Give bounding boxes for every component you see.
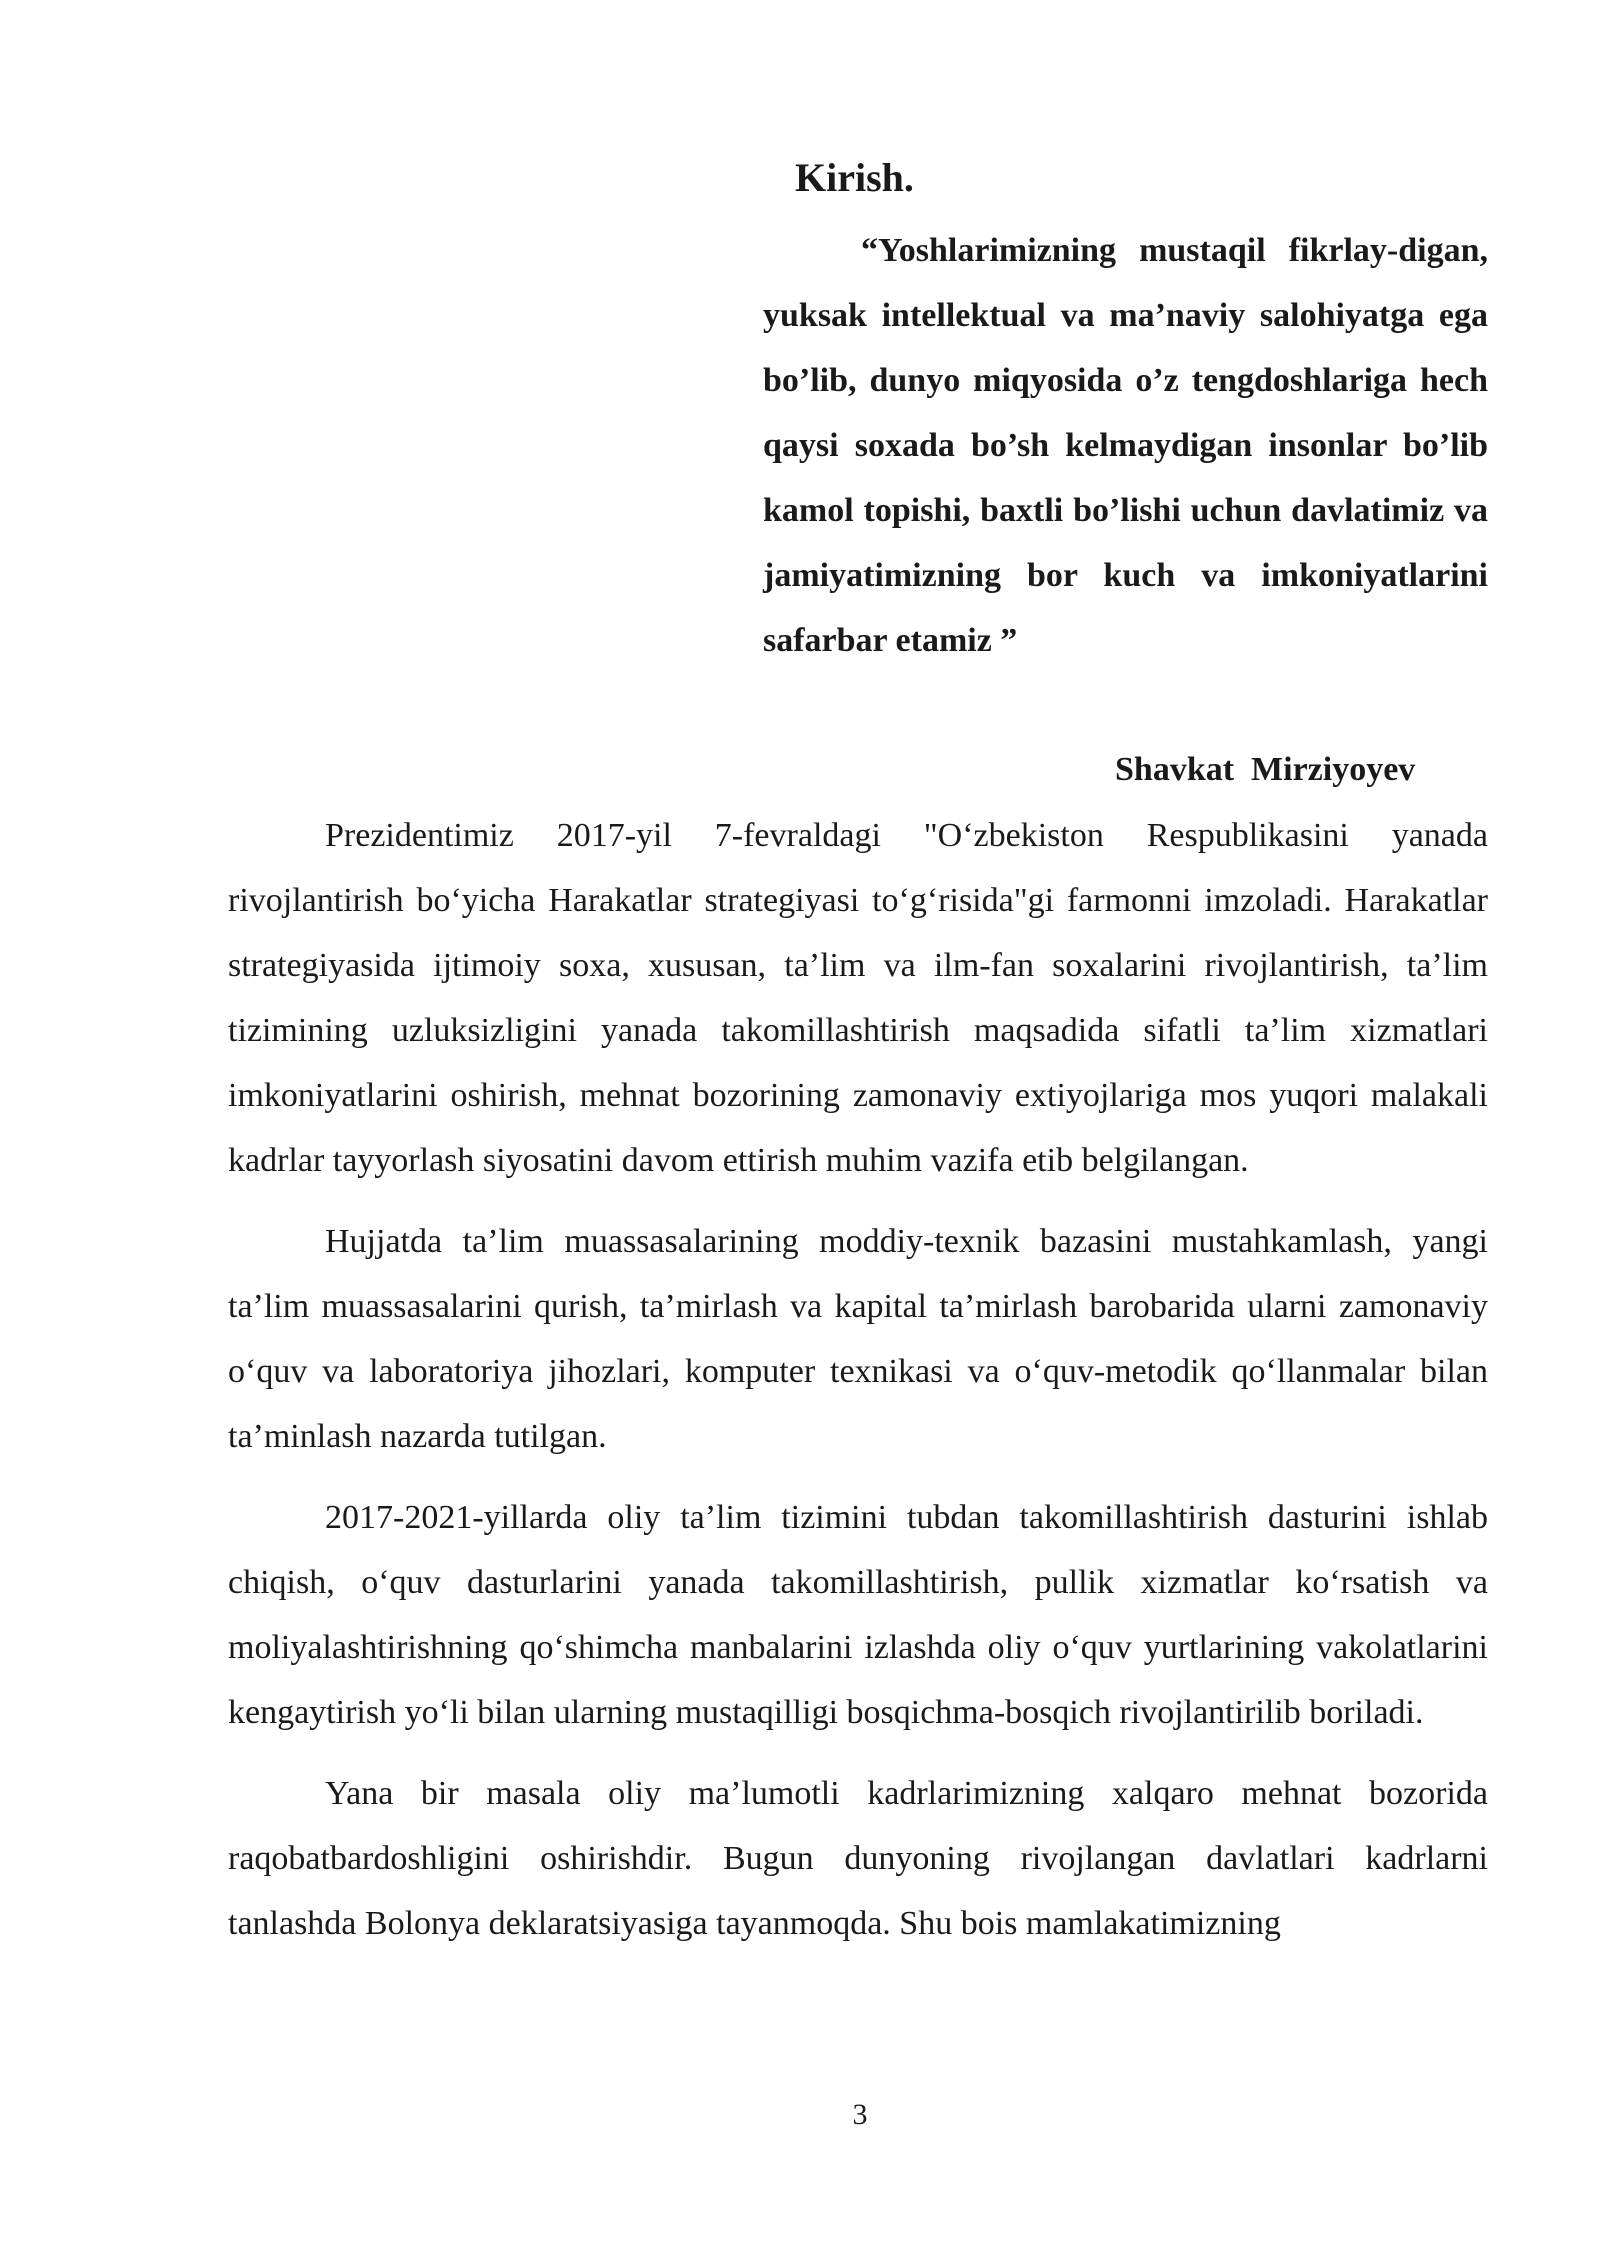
- paragraph-1: Prezidentimiz 2017-yil 7-fevraldagi "O‘zbekiston Respublikasini yanada rivojlantirish bo‘yicha Harakatlar strategiyasi to‘g‘risida"gi farmonni imzoladi. Harakatlar strategiyasida ijtimoiy soxa, xususan, ta’lim va ilm-fan soxalarini rivojlantirish, ta’lim tizimining uzluksizligini yanada takomillashtirish maqsadida sifatli ta’lim xizmatlari imkoniyatlarini oshirish, mehnat bozorining zamonaviy extiyojlariga mos yuqori malakali kadrlar tayyorlash siyosatini davom ettirish muhim vazifa etib belgilangan.: [228, 817, 1488, 1179]
- epigraph-quote: “Yoshlarimizning mustaqil fikrlay-digan, yuksak intellektual va ma’naviy salohiyatga ega bo’lib, dunyo miqyosida o’z tengdoshlariga hech qaysi soxada bo’sh kelmaydigan insonlar bo’lib kamol topishi, baxtli bo’lishi uchun davlatimiz va jamiyatimizning bor kuch va imkoniyatlarini safarbar etamiz ”: [763, 232, 1488, 659]
- section-heading: Kirish.: [795, 155, 914, 200]
- page-number: 3: [852, 2098, 868, 2131]
- paragraph-4: Yana bir masala oliy ma’lumotli kadrlarimizning xalqaro mehnat bozorida raqobatbardoshligini oshirishdir. Bugun dunyoning rivojlangan davlatlari kadrlarni tanlashda Bolonya deklaratsiyasiga tayanmoqda. Shu bois mamlakatimizning: [228, 1775, 1488, 1942]
- epigraph-author: Shavkat Mirziyoyev: [1115, 751, 1416, 788]
- paragraph-2: Hujjatda ta’lim muassasalarining moddiy-texnik bazasini mustahkamlash, yangi ta’lim muassasalarini qurish, ta’mirlash va kapital ta’mirlash barobarida ularni zamonaviy o‘quv va laboratoriya jihozlari, komputer texnikasi va o‘quv-metodik qo‘llanmalar bilan ta’minlash nazarda tutilgan.: [228, 1223, 1488, 1455]
- body-text: [228, 803, 1488, 1972]
- paragraph-3: 2017-2021-yillarda oliy ta’lim tizimini tubdan takomillashtirish dasturini ishlab chiqish, o‘quv dasturlarini yanada takomillashtirish, pullik xizmatlar ko‘rsatish va moliyalashtirishning qo‘shimcha manbalarini izlashda oliy o‘quv yurtlarining vakolatlarini kengaytirish yo‘li bilan ularning mustaqilligi bosqichma-bosqich rivojlantirilib boriladi.: [228, 1499, 1488, 1731]
